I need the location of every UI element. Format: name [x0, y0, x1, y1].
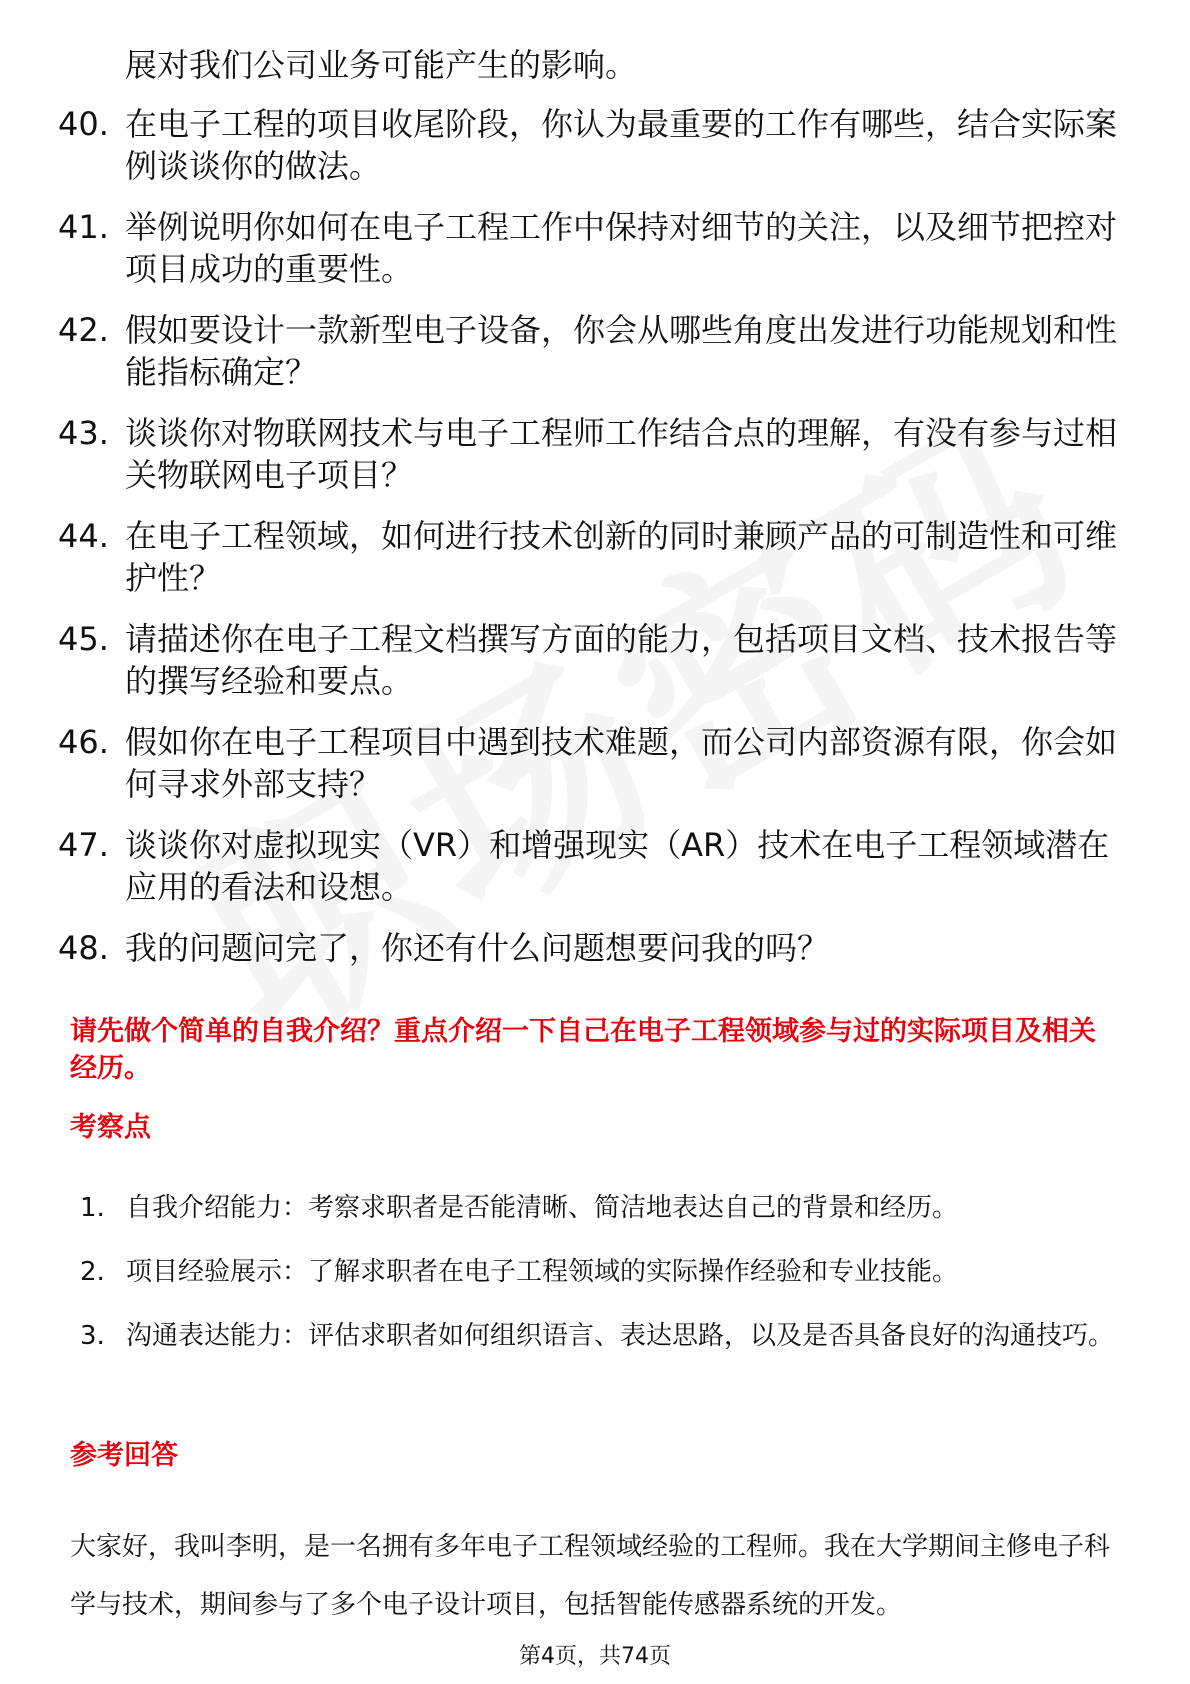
answer-section-title: 参考回答	[70, 1440, 178, 1471]
focus-points-list	[80, 1180, 1120, 1372]
question-number: 42.	[58, 311, 109, 349]
question-number: 44.	[58, 517, 109, 555]
focus-point-item	[80, 1308, 1120, 1364]
question-item	[58, 206, 1118, 290]
question-item	[58, 412, 1118, 496]
question-text: 举例说明你如何在电子工程工作中保持对细节的关注，以及细节把控对项目成功的重要性。	[125, 208, 1118, 288]
question-text: 谈谈你对虚拟现实（VR）和增强现实（AR）技术在电子工程领域潜在应用的看法和设想。	[125, 826, 1110, 906]
focus-point-number: 1.	[80, 1193, 105, 1223]
question-text: 请描述你在电子工程文档撰写方面的能力，包括项目文档、技术报告等的撰写经验和要点。	[125, 620, 1118, 700]
question-text: 在电子工程领域，如何进行技术创新的同时兼顾产品的可制造性和可维护性？	[125, 517, 1118, 597]
question-number: 46.	[58, 723, 109, 761]
question-number: 48.	[58, 929, 109, 967]
focus-section-title: 考察点	[70, 1112, 151, 1143]
question-item	[58, 309, 1118, 393]
focus-point-text: 自我介绍能力：考察求职者是否能清晰、简洁地表达自己的背景和经历。	[126, 1193, 959, 1223]
question-list	[58, 103, 1118, 988]
focus-point-text: 项目经验展示：了解求职者在电子工程领域的实际操作经验和专业技能。	[126, 1257, 959, 1287]
question-number: 45.	[58, 620, 109, 658]
focus-point-number: 2.	[80, 1257, 105, 1287]
question-item	[58, 927, 1118, 969]
reference-answer-text: 大家好，我叫李明，是一名拥有多年电子工程领域经验的工程师。我在大学期间主修电子科学与技术，期间参与了多个电子设计项目，包括智能传感器系统的开发。	[70, 1532, 1111, 1620]
page-footer: 第4页，共74页	[519, 1644, 671, 1669]
focus-point-text: 沟通表达能力：评估求职者如何组织语言、表达思路，以及是否具备良好的沟通技巧。	[126, 1321, 1115, 1351]
question-text: 假如要设计一款新型电子设备，你会从哪些角度出发进行功能规划和性能指标确定？	[125, 311, 1118, 391]
question-text: 假如你在电子工程项目中遇到技术难题，而公司内部资源有限，你会如何寻求外部支持？	[125, 723, 1118, 803]
question-item	[58, 824, 1118, 908]
focus-point-item	[80, 1180, 1120, 1236]
highlighted-question: 请先做个简单的自我介绍？重点介绍一下自己在电子工程领域参与过的实际项目及相关经历。	[70, 1016, 1096, 1084]
focus-point-item	[80, 1244, 1120, 1300]
question-item	[58, 721, 1118, 805]
question-item	[58, 103, 1118, 187]
continued-question-line: 展对我们公司业务可能产生的影响。	[125, 46, 638, 84]
question-item	[58, 618, 1118, 702]
question-number: 40.	[58, 105, 109, 143]
focus-point-number: 3.	[80, 1321, 105, 1351]
question-text: 在电子工程的项目收尾阶段，你认为最重要的工作有哪些，结合实际案例谈谈你的做法。	[125, 105, 1118, 185]
question-number: 43.	[58, 414, 109, 452]
question-number: 41.	[58, 208, 109, 246]
question-item	[58, 515, 1118, 599]
question-text: 我的问题问完了，你还有什么问题想要问我的吗？	[125, 929, 830, 967]
question-text: 谈谈你对物联网技术与电子工程师工作结合点的理解，有没有参与过相关物联网电子项目？	[125, 414, 1118, 494]
question-number: 47.	[58, 826, 109, 864]
